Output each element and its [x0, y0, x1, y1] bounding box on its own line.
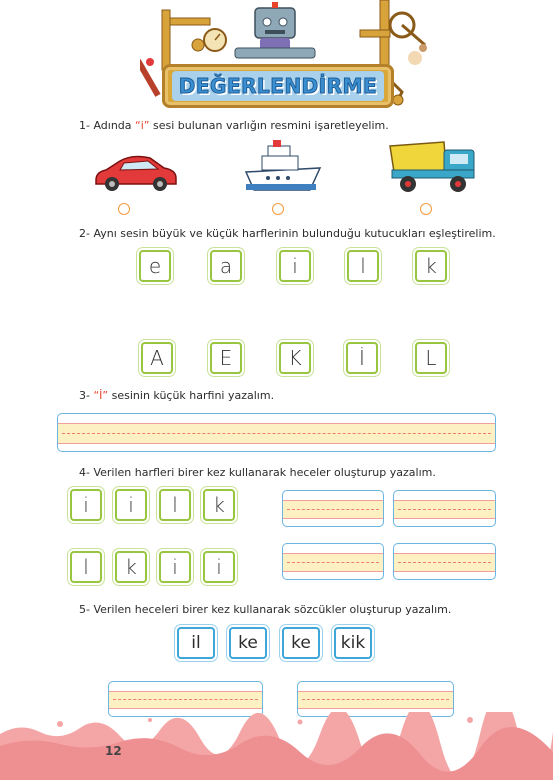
question-2-text: 2- Aynı sesin büyük ve küçük harflerinin bulunduğu kutucukları eşleştirelim.	[79, 227, 496, 240]
q1-text-before: Adında	[93, 119, 132, 132]
option-radio-truck[interactable]	[420, 203, 432, 215]
lowercase-box[interactable]	[415, 250, 447, 282]
letter-tile	[203, 489, 235, 521]
uppercase-box[interactable]	[141, 342, 173, 374]
letter-tile	[70, 551, 102, 583]
letter-tile	[159, 551, 191, 583]
letter-tile	[70, 489, 102, 521]
letter-tile	[159, 489, 191, 521]
syllable-tile	[229, 627, 267, 659]
letter-tile	[115, 489, 147, 521]
uppercase-box[interactable]	[279, 342, 311, 374]
writing-line-q4[interactable]	[393, 490, 496, 527]
q3-number: 3-	[79, 389, 90, 402]
letter: i	[128, 493, 134, 517]
uppercase-box[interactable]	[415, 342, 447, 374]
syllable-tile	[334, 627, 372, 659]
page-number: 12	[105, 744, 122, 758]
letter: a	[219, 254, 233, 278]
lowercase-box[interactable]	[210, 250, 242, 282]
syllable: il	[191, 633, 201, 653]
letter: l	[172, 493, 178, 517]
letter: k	[425, 254, 437, 278]
syllable-tile	[177, 627, 215, 659]
lowercase-box[interactable]	[347, 250, 379, 282]
question-5-text: 5- Verilen heceleri birer kez kullanarak sözcükler oluşturup yazalım.	[79, 603, 452, 616]
letter: i	[216, 555, 222, 579]
ship-image	[244, 140, 322, 198]
letter-tile	[203, 551, 235, 583]
letter: i	[292, 254, 298, 278]
footer-paint-decoration	[0, 712, 553, 780]
letter: k	[213, 493, 225, 517]
letter: A	[150, 346, 164, 370]
car-image	[92, 150, 178, 196]
letter: i	[172, 555, 178, 579]
letter: İ	[359, 346, 365, 370]
writing-line-q4[interactable]	[393, 543, 496, 580]
lowercase-box[interactable]	[279, 250, 311, 282]
q1-highlight: “i”	[135, 119, 150, 132]
letter: e	[148, 254, 162, 278]
lowercase-box[interactable]	[139, 250, 171, 282]
writing-line-q3[interactable]	[57, 413, 496, 452]
uppercase-box[interactable]	[346, 342, 378, 374]
letter: k	[125, 555, 137, 579]
uppercase-box[interactable]	[210, 342, 242, 374]
question-3-text	[79, 389, 274, 402]
option-radio-car[interactable]	[118, 203, 130, 215]
question-1-text	[79, 119, 389, 132]
q3-highlight: “İ”	[93, 389, 109, 402]
letter-tile	[115, 551, 147, 583]
syllable: ke	[291, 633, 311, 653]
letter: E	[219, 346, 233, 370]
syllable: ke	[238, 633, 258, 653]
syllable: kik	[340, 633, 366, 653]
letter: K	[288, 346, 302, 370]
q1-text-after: sesi bulunan varlığın resmini işaretleyelim.	[153, 119, 389, 132]
letter: i	[83, 493, 89, 517]
page-title: DEĞERLENDİRME	[178, 74, 378, 98]
writing-line-q4[interactable]	[282, 490, 384, 527]
letter: l	[83, 555, 89, 579]
syllable-tile	[282, 627, 320, 659]
truck-image	[388, 140, 478, 196]
letter: l	[360, 254, 366, 278]
writing-line-q4[interactable]	[282, 543, 384, 580]
q3-text-after: sesinin küçük harfini yazalım.	[111, 389, 275, 402]
title-banner-inner	[172, 71, 384, 101]
question-4-text: 4- Verilen harfleri birer kez kullanarak heceler oluşturup yazalım.	[79, 466, 436, 479]
q1-number: 1-	[79, 119, 90, 132]
option-radio-ship[interactable]	[272, 203, 284, 215]
letter: L	[425, 346, 437, 370]
title-banner	[162, 64, 394, 108]
